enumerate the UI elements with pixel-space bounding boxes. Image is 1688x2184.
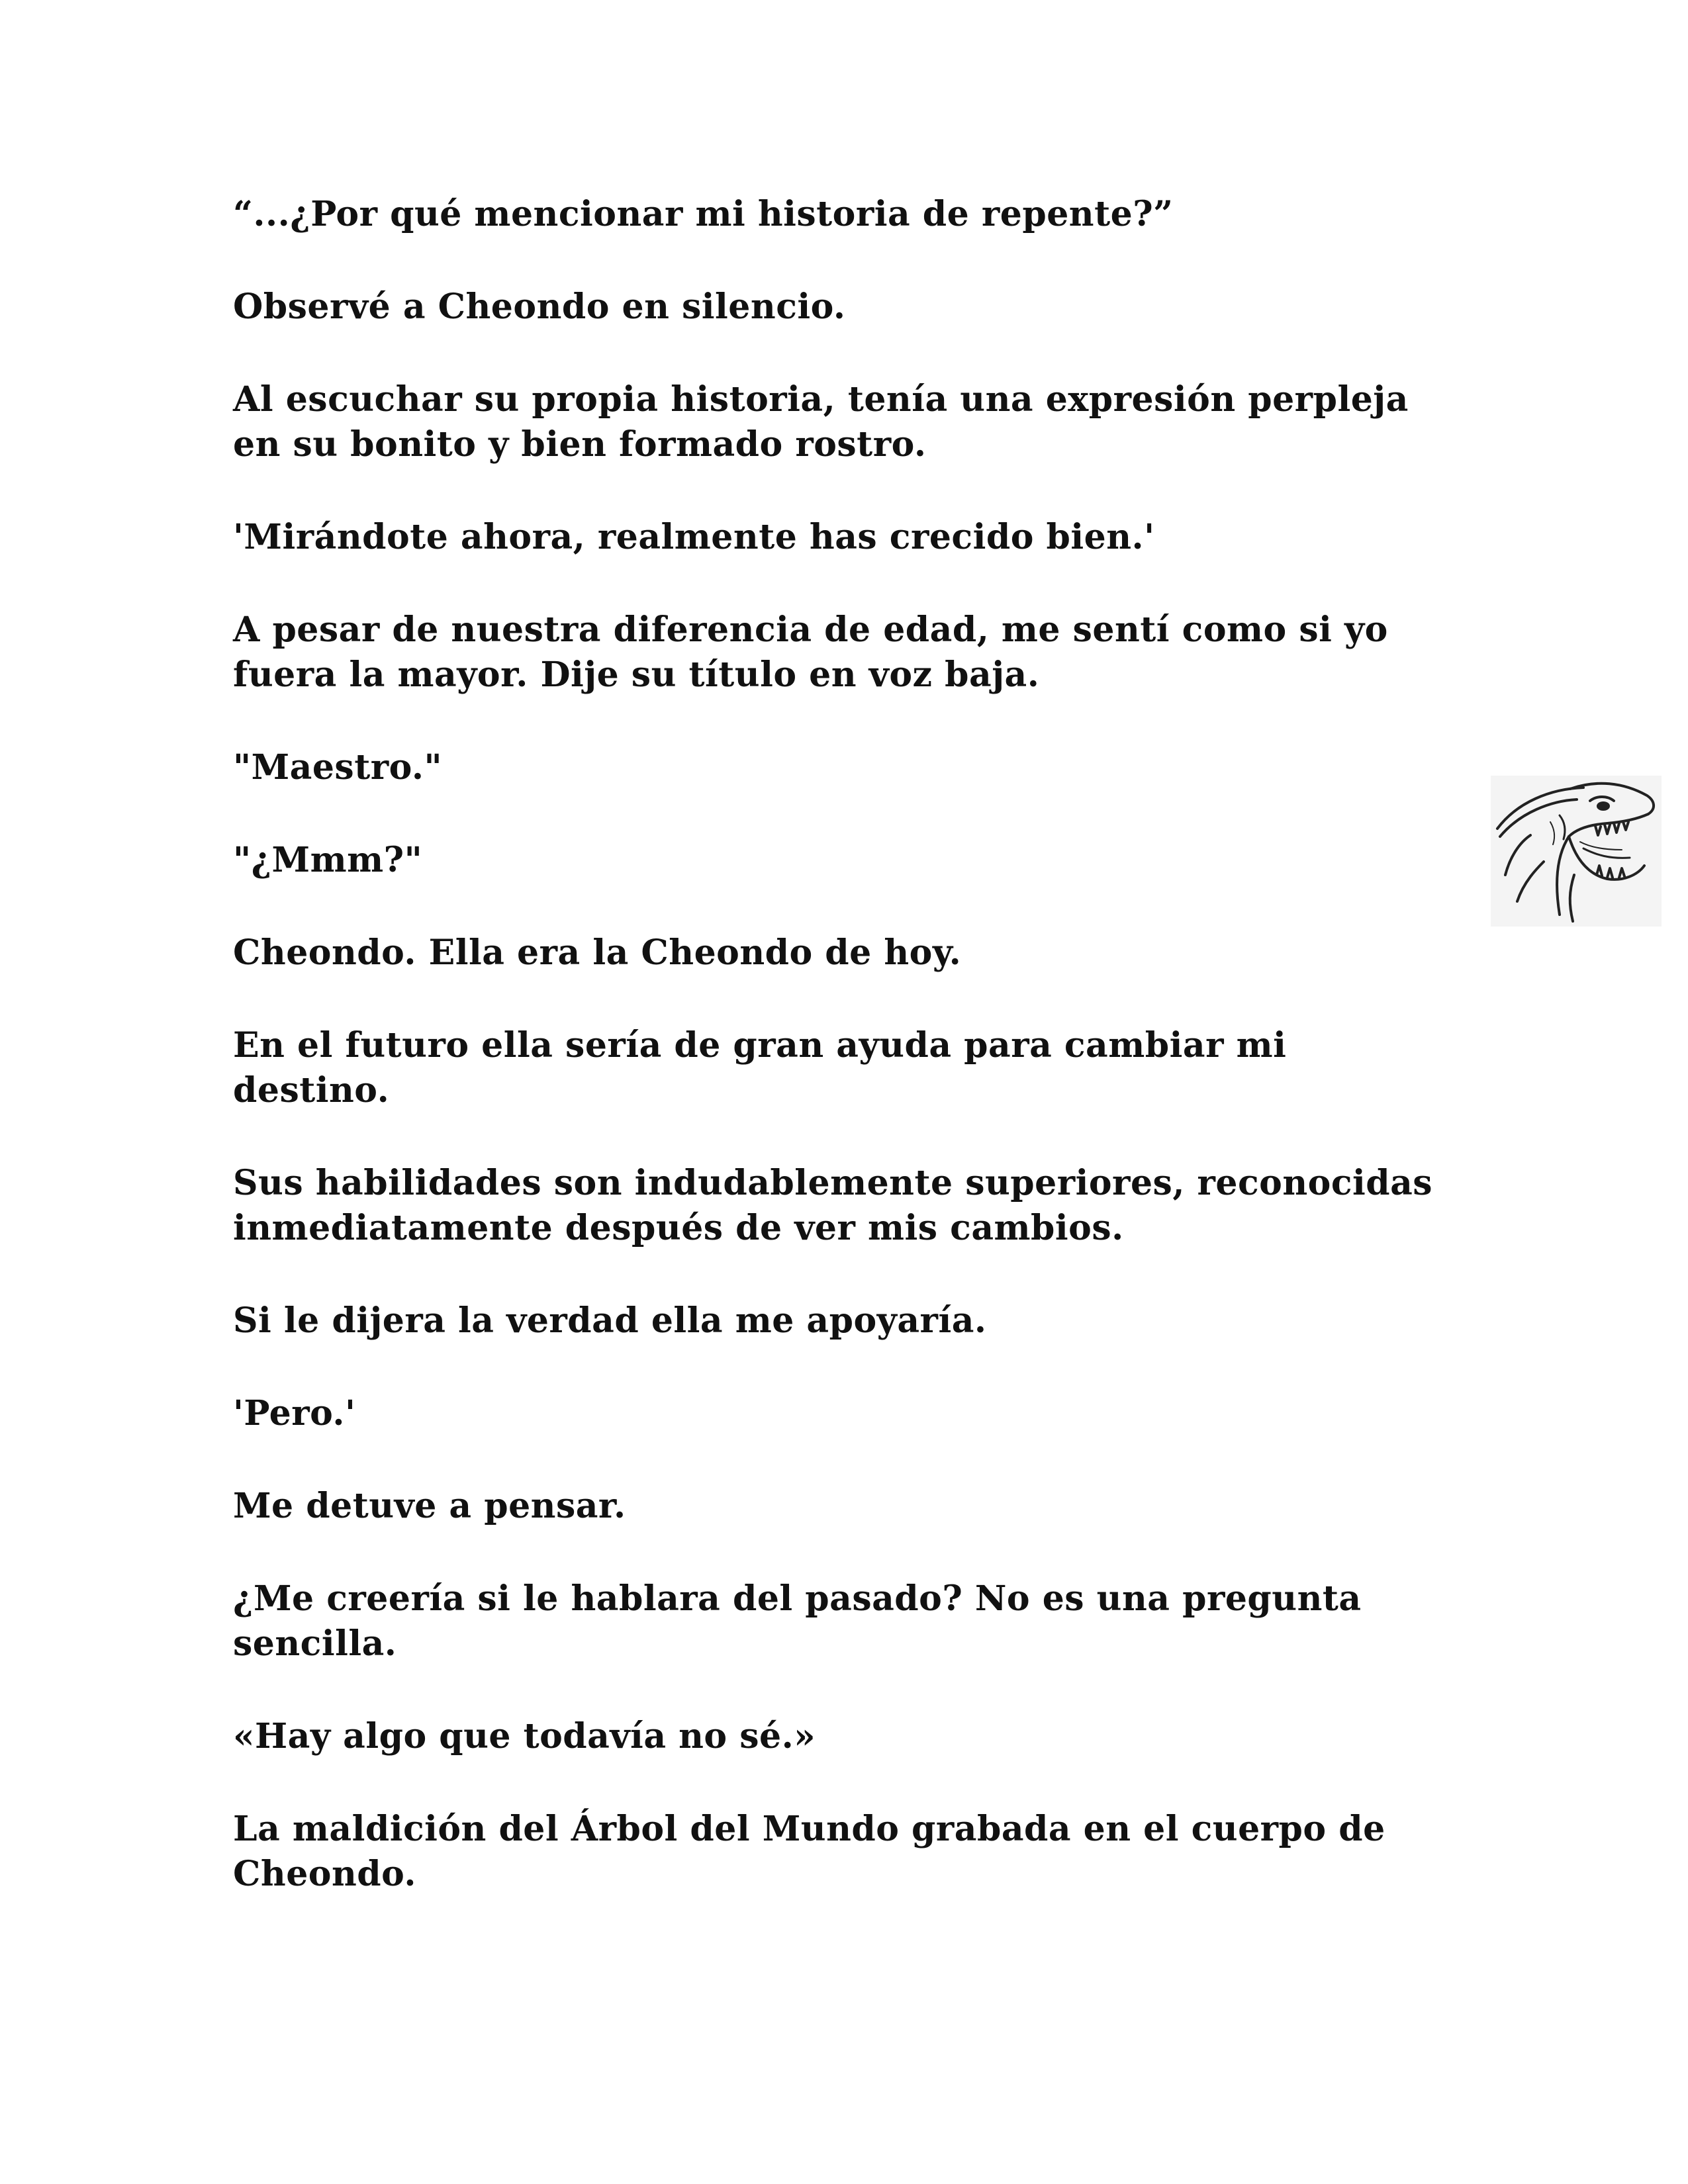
paragraph-1: “...¿Por qué mencionar mi historia de repente?”	[233, 194, 1174, 234]
paragraph-7: "¿Mmm?"	[233, 840, 423, 880]
text-body	[233, 192, 1451, 1944]
paragraph-14: ¿Me creería si le hablara del pasado? No es una pregunta sencilla.	[233, 1578, 1362, 1664]
paragraph-15: «Hay algo que todavía no sé.»	[233, 1716, 816, 1756]
paragraph-16: La maldición del Árbol del Mundo grabada en el cuerpo de Cheondo.	[233, 1809, 1385, 1894]
paragraph-4: 'Mirándote ahora, realmente has crecido bien.'	[233, 517, 1155, 557]
paragraph-2: Observé a Cheondo en silencio.	[233, 287, 846, 327]
paragraph-10: Sus habilidades son indudablemente superiores, reconocidas inmediatamente después de ver mis cambios.	[233, 1163, 1433, 1248]
paragraph-9: En el futuro ella sería de gran ayuda para cambiar mi destino.	[233, 1025, 1287, 1111]
paragraph-13: Me detuve a pensar.	[233, 1486, 626, 1526]
paragraph-8: Cheondo. Ella era la Cheondo de hoy.	[233, 933, 962, 973]
paragraph-12: 'Pero.'	[233, 1393, 356, 1433]
paragraph-11: Si le dijera la verdad ella me apoyaría.	[233, 1300, 987, 1341]
paragraph-6: "Maestro."	[233, 747, 443, 788]
paragraph-3: Al escuchar su propia historia, tenía una expresión perpleja en su bonito y bien formado rostro.	[233, 379, 1409, 465]
paragraph-5: A pesar de nuestra diferencia de edad, me sentí como si yo fuera la mayor. Dije su título en voz baja.	[233, 610, 1388, 695]
dinosaur-head-icon	[1491, 776, 1662, 927]
